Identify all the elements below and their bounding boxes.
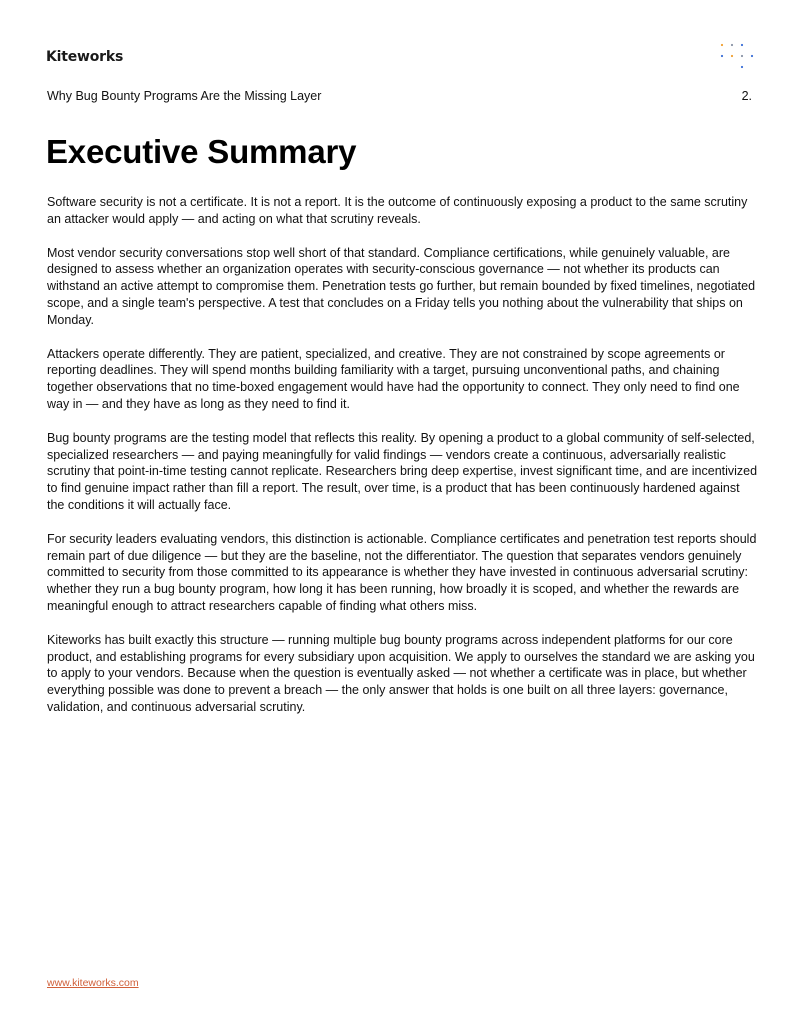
paragraph: Attackers operate differently. They are patient, specialized, and creative. They are not constrained by scope agreements or reporting deadlines. They will spend months building familiarity with a target, pursuing unconventional paths, and chaining together observations that no time-boxed engagement would have had the opportunity to connect. They only need to find one way in — and they have as long as they need to find it. xyxy=(47,346,740,411)
paragraph: For security leaders evaluating vendors, this distinction is actionable. Compliance certificates and penetration test reports should remain part of due diligence — but they are the baseline, not the differentiator. The question that separates vendors genuinely committed to security from those committed to its appearance is whether they have invested in continuous adversarial scrutiny: whether they run a bug bounty program, how long it has been running, how broadly it is scoped, and whether the rewards are meaningful enough to attract researchers capable of finding what others miss. xyxy=(47,531,757,613)
paragraph: Most vendor security conversations stop well short of that standard. Compliance certifications, while genuinely valuable, are designed to assess whether an organization operates with security-conscious governance — not whether its products can withstand an active attempt to compromise them. Penetration tests go further, but remain bounded by fixed timelines, negotiated scope, and a single team's perspective. A test that concludes on a Friday tells you nothing about the vulnerability that ships on Monday. xyxy=(47,245,756,327)
page-title: Executive Summary xyxy=(46,133,357,170)
brand-dots-icon xyxy=(716,40,760,72)
summary-body xyxy=(47,194,759,733)
website-link[interactable]: www.kiteworks.com xyxy=(47,977,139,989)
page-number: 2. xyxy=(741,89,752,103)
paragraph: Bug bounty programs are the testing model that reflects this reality. By opening a product to a global community of self-selected, specialized researchers — and paying meaningfully for valid findings — vendors create a continuous, adversarially realistic scrutiny that point-in-time testing cannot replicate. Researchers bring deep expertise, invest significant time, and are incentivized to find genuine impact rather than fill a report. The result, over time, is a product that has been continuously hardened against the conditions it will actually face. xyxy=(47,430,758,512)
document-subtitle: Why Bug Bounty Programs Are the Missing Layer xyxy=(47,89,322,103)
paragraph: Kiteworks has built exactly this structure — running multiple bug bounty programs across independent platforms for our core product, and establishing programs for every subsidiary upon acquisition. We apply to ourselves the standard we are asking you to apply to your vendors. Because when the question is eventually asked — not whether a certificate was in place, but whether everything possible was done to prevent a breach — the only answer that holds is one built on all three layers: governance, validation, and continuous adversarial scrutiny. xyxy=(47,632,755,714)
kiteworks-logo: Kiteworks xyxy=(46,49,124,65)
paragraph: Software security is not a certificate. It is not a report. It is the outcome of continuously exposing a product to the same scrutiny an attacker would apply — and acting on what that scrutiny reveals. xyxy=(47,195,748,226)
